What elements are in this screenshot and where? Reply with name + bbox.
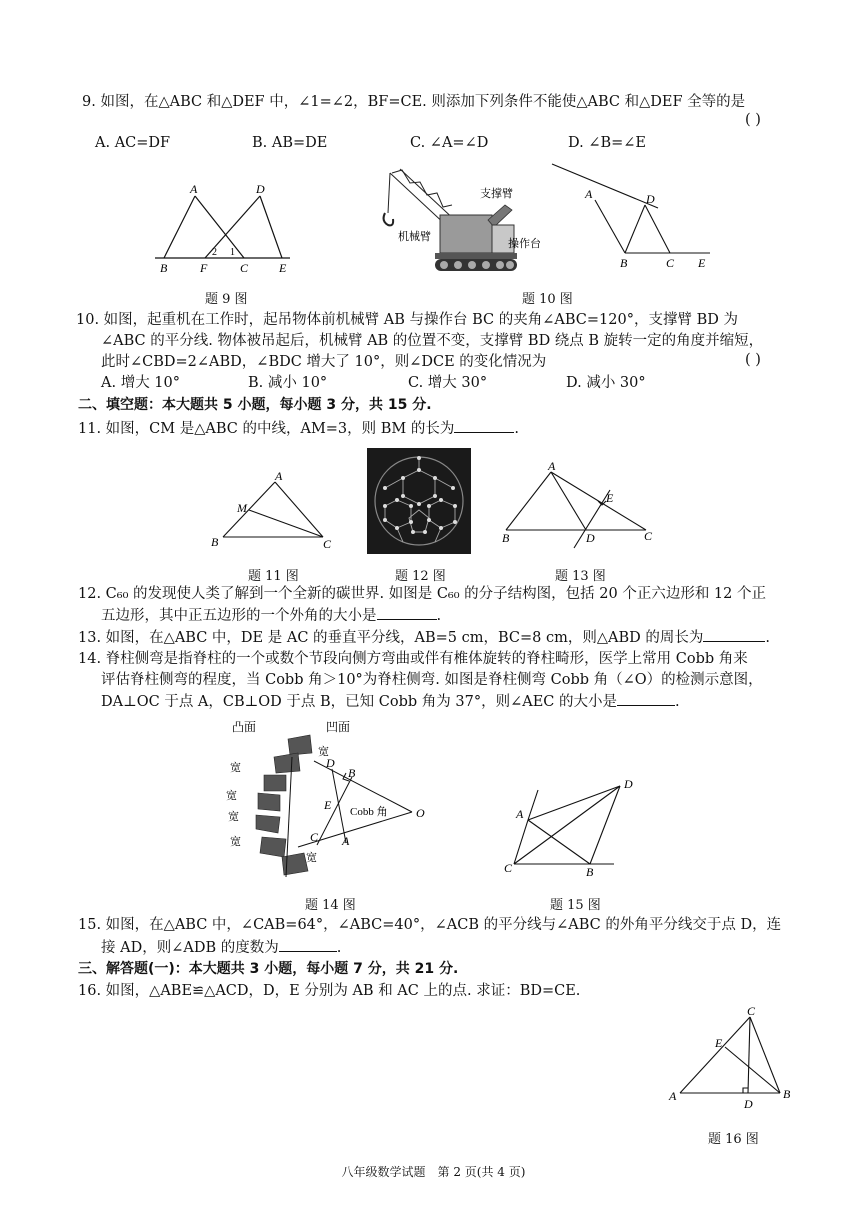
q9-option-c: C. ∠A=∠D — [410, 135, 489, 151]
fig16-label-a: A — [669, 1089, 677, 1103]
fig15-label-a: A — [516, 807, 524, 821]
figure-13 — [498, 460, 663, 555]
fig14-convex-label: 凸面 — [232, 720, 257, 734]
figure-16 — [665, 1005, 795, 1115]
fig14-label-e: E — [324, 798, 332, 812]
q15-blank — [279, 937, 337, 952]
figure-10-crane — [380, 165, 560, 280]
fig14-concave-label: 凹面 — [326, 720, 351, 734]
fig13-label-a: A — [548, 460, 556, 473]
fig10-caption: 题 10 图 — [522, 292, 573, 307]
fig16-caption: 题 16 图 — [708, 1132, 759, 1147]
q13-text: 13. 如图，在△ABC 中，DE 是 AC 的垂直平分线，AB=5 cm，BC=8 cm，则△ABD 的周长为 . — [78, 627, 770, 648]
fig15-label-c: C — [504, 861, 513, 875]
fig10-label-arm: 机械臂 — [398, 231, 431, 243]
figure-9 — [150, 180, 300, 280]
q14-line2: 评估脊柱侧弯的程度，当 Cobb 角＞10°为脊柱侧弯. 如图是脊柱侧弯 Cobb 角（∠O）的检测示意图， — [101, 672, 763, 688]
fig14-label-o: O — [416, 806, 425, 820]
fig9-label-f: F — [200, 261, 208, 275]
q10-option-d: D. 减小 30° — [566, 375, 646, 391]
fig9-label-d: D — [256, 182, 265, 196]
figure-12-c60-molecule-image — [367, 448, 471, 554]
q10-answer-paren: ( ) — [745, 352, 761, 368]
fig10-label-support: 支撑臂 — [480, 188, 513, 200]
figure-14-cobb-angle — [222, 717, 437, 887]
fig10b-label-e: E — [698, 256, 706, 270]
fig14-wide-label-bottom: 宽 — [306, 852, 317, 864]
q14-blank — [617, 691, 675, 706]
fig14-label-c: C — [310, 830, 319, 844]
page-footer: 八年级数学试题 第 2 页(共 4 页) — [341, 1165, 526, 1179]
q9-option-b: B. AB=DE — [252, 135, 328, 151]
q12-line1: 12. C₆₀ 的发现使人类了解到一个全新的碳世界. 如图是 C₆₀ 的分子结构图，包括 20 个正六边形和 12 个正 — [78, 586, 766, 602]
fig14-wide-label-3: 宽 — [228, 811, 239, 823]
fig14-wide-label-top: 宽 — [318, 746, 329, 758]
q12-line2: 五边形，其中正五边形的一个外角的大小是 . — [101, 605, 441, 626]
fig16-label-c: C — [747, 1005, 756, 1018]
fig14-caption: 题 14 图 — [305, 898, 356, 913]
fig10b-label-d: D — [646, 192, 655, 206]
q13-blank — [703, 627, 765, 642]
section-2-heading: 二、填空题：本大题共 5 小题，每小题 3 分，共 15 分. — [78, 397, 432, 413]
fig14-label-a: A — [342, 834, 350, 848]
q12-blank — [377, 605, 437, 620]
fig10b-label-c: C — [666, 256, 675, 270]
fig14-wide-label-1: 宽 — [230, 762, 241, 774]
q10-line2: ∠ABC 的平分线. 物体被吊起后，机械臂 AB 的位置不变，支撑臂 BD 绕点 B 旋转一定的角度并缩短， — [101, 333, 764, 349]
q9-stem: 9. 如图，在△ABC 和△DEF 中，∠1=∠2，BF=CE. 则添加下列条件不能使△ABC 和△DEF 全等的是 — [82, 94, 746, 110]
fig13-caption: 题 13 图 — [555, 569, 606, 584]
fig14-wide-label-4: 宽 — [230, 836, 241, 848]
fig14-cobb-label: Cobb 角 — [350, 806, 388, 818]
fig10b-label-a: A — [585, 187, 593, 201]
q9-option-d: D. ∠B=∠E — [568, 135, 647, 151]
fig11-label-b: B — [211, 535, 219, 549]
q10-line1: 10. 如图，起重机在工作时，起吊物体前机械臂 AB 与操作台 BC 的夹角∠ABC=120°，支撑臂 BD 为 — [76, 312, 738, 328]
fig12-caption: 题 12 图 — [395, 569, 446, 584]
figure-11 — [205, 470, 345, 555]
q15-line1: 15. 如图，在△ABC 中，∠CAB=64°，∠ABC=40°，∠ACB 的平分线与∠ABC 的外角平分线交于点 D，连 — [78, 917, 782, 933]
fig13-label-d: D — [586, 531, 595, 545]
fig16-label-b: B — [783, 1087, 791, 1101]
fig14-wide-label-2: 宽 — [226, 790, 237, 802]
q10-line3: 此时∠CBD=2∠ABD，∠BDC 增大了 10°，则∠DCE 的变化情况为 — [101, 354, 547, 370]
fig9-angle-1: 1 — [230, 247, 235, 258]
fig14-label-b: B — [348, 766, 356, 780]
q15-line2: 接 AD，则∠ADB 的度数为 . — [101, 937, 341, 958]
q11-blank — [454, 418, 514, 433]
fig15-label-b: B — [586, 865, 594, 877]
q10-option-c: C. 增大 30° — [408, 375, 488, 391]
fig13-label-e: E — [606, 491, 614, 505]
q14-line3: DA⊥OC 于点 A，CB⊥OD 于点 B，已知 Cobb 角为 37°，则∠AEC 的大小是 . — [101, 691, 680, 712]
fig16-label-e: E — [715, 1036, 723, 1050]
fig11-label-m: M — [237, 501, 247, 515]
fig9-caption: 题 9 图 — [205, 292, 248, 307]
fig9-label-a: A — [190, 182, 198, 196]
q16-text: 16. 如图，△ABE≌△ACD，D，E 分别为 AB 和 AC 上的点. 求证：BD=CE. — [78, 983, 581, 999]
fig9-angle-2: 2 — [212, 247, 217, 258]
fig11-label-a: A — [275, 470, 283, 483]
fig15-caption: 题 15 图 — [550, 898, 601, 913]
fig11-caption: 题 11 图 — [248, 569, 299, 584]
fig13-label-b: B — [502, 531, 510, 545]
fig10b-label-b: B — [620, 256, 628, 270]
fig10-label-platform: 操作台 — [508, 238, 541, 250]
q9-option-a: A. AC=DF — [95, 135, 171, 151]
q9-answer-paren: ( ) — [745, 112, 761, 128]
q10-option-b: B. 减小 10° — [248, 375, 328, 391]
fig9-label-b: B — [160, 261, 168, 275]
q11-text: 11. 如图，CM 是△ABC 的中线，AM=3，则 BM 的长为 . — [78, 418, 519, 439]
fig13-label-c: C — [644, 529, 653, 543]
figure-10-geometry — [550, 160, 720, 275]
section-3-heading: 三、解答题(一)：本大题共 3 小题，每小题 7 分，共 21 分. — [78, 961, 459, 977]
fig9-label-c: C — [240, 261, 249, 275]
fig16-label-d: D — [744, 1097, 753, 1111]
fig15-label-d: D — [624, 777, 633, 791]
q14-line1: 14. 脊柱侧弯是指脊柱的一个或数个节段向侧方弯曲或伴有椎体旋转的脊柱畸形，医学上常用 Cobb 角来 — [78, 651, 748, 667]
figure-15 — [502, 772, 647, 877]
fig9-label-e: E — [279, 261, 287, 275]
fig11-label-c: C — [323, 537, 332, 551]
q10-option-a: A. 增大 10° — [101, 375, 180, 391]
fig14-label-d: D — [326, 756, 335, 770]
